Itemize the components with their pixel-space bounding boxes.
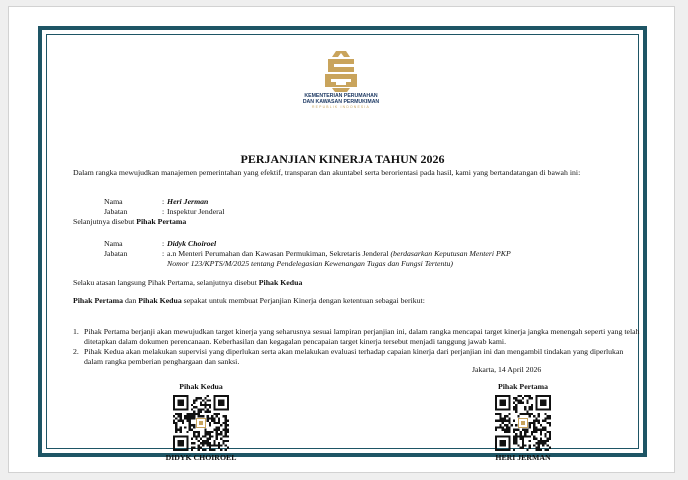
document-page — [8, 6, 675, 473]
place-date: Jakarta, 14 April 2026 — [472, 365, 542, 374]
intro-paragraph: Dalam rangka mewujudkan manajemen pemerintahan yang efektif, transparan dan akuntabel serta berorientasi pada hasil, kami yang bertandatangan di bawah ini: — [73, 168, 581, 177]
signature-right-role: Pihak Pertama — [497, 382, 549, 391]
document-title: PERJANJIAN KINERJA TAHUN 2026 — [240, 152, 445, 166]
agreement-party1: Pihak Pertama — [73, 296, 124, 305]
term-text: Pihak Kedua akan melakukan supervisi yang diperlukan serta akan melakukan evaluasi terhadap capaian kinerja dari perjanjian ini dan mengambil tindakan yang diperlukan dalam rangka pemberian penghargaan dan sanksi. — [84, 347, 624, 366]
second-party-name-label: Nama — [104, 239, 123, 248]
second-party-position-line1 — [167, 249, 511, 259]
agreement-rest: sepakat untuk membuat Perjanjian Kinerja dengan ketentuan sebagai berikut: — [181, 296, 425, 305]
second-party-position-line2: Nomor 123/KPTS/M/2025 tentang Pendelegasian Kewenangan Tugas dan Fungsi Tertentu) — [167, 259, 454, 268]
first-party-name-label: Nama — [104, 197, 123, 206]
colon: : — [162, 197, 165, 206]
qr-code-icon — [173, 395, 229, 451]
second-party-ref-party: Pihak Kedua — [258, 278, 303, 287]
term-number: 1. — [73, 327, 79, 336]
colon: : — [162, 249, 165, 258]
ministry-emblem-icon — [320, 49, 362, 93]
logo-text-line3: REPUBLIK INDONESIA — [312, 105, 370, 109]
signature-left-role: Pihak Kedua — [179, 382, 223, 391]
term-text: Pihak Pertama berjanji akan mewujudkan target kinerja yang seharusnya sesuai lampiran perjanjian ini, dalam rangka mencapai target kinerja jangka menengah seperti yang telah ditetapkan dalam dokumen perencanaan. Keberhasilan dan kegagalan pencapaian target kinerja tersebut menjadi tanggung jawab kami. — [84, 327, 640, 346]
first-party-reference — [73, 217, 186, 227]
second-party-position-italic: (berdasarkan Keputusan Menteri PKP — [390, 249, 511, 258]
second-party-reference — [73, 278, 302, 288]
first-party-ref-text: Selanjutnya disebut — [73, 217, 137, 226]
document-border — [38, 26, 647, 462]
signature-right-name: HERI JERMAN — [495, 453, 551, 462]
second-party-position-regular: a.n Menteri Perumahan dan Kawasan Permukiman, Sekretaris Jenderal — [167, 249, 391, 258]
colon: : — [162, 207, 165, 216]
colon: : — [162, 239, 165, 248]
first-party-position-value: Inspektur Jenderal — [167, 207, 225, 216]
signature-left-name: DIDYK CHOIROEL — [165, 453, 237, 462]
term-number: 2. — [73, 347, 79, 356]
logo-text-line2: DAN KAWASAN PERMUKIMAN — [302, 99, 380, 105]
agreement-statement — [73, 296, 425, 306]
list-item — [73, 347, 641, 367]
first-party-position-label: Jabatan — [104, 207, 128, 216]
agreement-party2: Pihak Kedua — [138, 296, 182, 305]
signature-right — [468, 382, 578, 463]
list-item — [73, 327, 641, 347]
second-party-name-value: Didyk Choiroel — [167, 239, 217, 248]
qr-code-icon — [495, 395, 551, 451]
logo-text-line1: KEMENTERIAN PERUMAHAN — [304, 93, 378, 99]
first-party-name-value: Heri Jerman — [167, 197, 209, 206]
ministry-logo — [295, 49, 387, 109]
terms-list — [73, 327, 641, 367]
second-party-ref-text: Selaku atasan langsung Pihak Pertama, selanjutnya disebut — [73, 278, 259, 287]
second-party-position-label: Jabatan — [104, 249, 128, 258]
agreement-and: dan — [123, 296, 139, 305]
first-party-ref-party: Pihak Pertama — [136, 217, 187, 226]
signature-left — [146, 382, 256, 463]
